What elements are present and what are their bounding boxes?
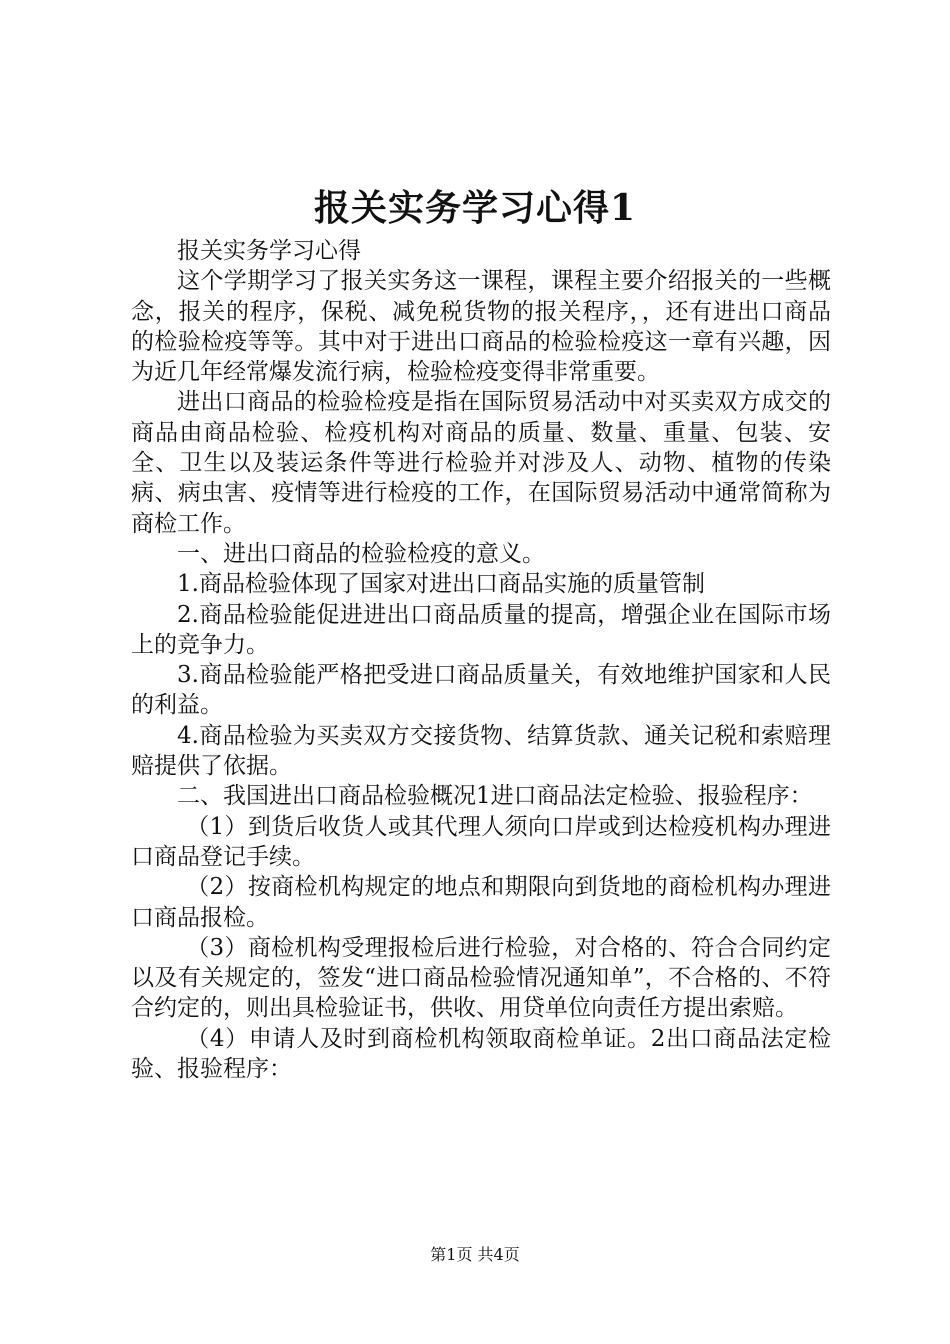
list-item: 4.商品检验为买卖双方交接货物、结算货款、通关记税和索赔理赔提供了依据。 — [131, 722, 831, 780]
list-item: 2.商品检验能促进进出口商品质量的提高，增强企业在国际市场上的竞争力。 — [131, 601, 831, 658]
list-item: 3.商品检验能严格把受进口商品质量关，有效地维护国家和人民的利益。 — [131, 662, 831, 719]
document-body — [131, 236, 831, 1084]
document-title: 报关实务学习心得1 — [313, 187, 637, 229]
section-heading-significance: 一、进出口商品的检验检疫的意义。 — [177, 540, 545, 567]
page-footer: 第1页 共4页 — [430, 1245, 520, 1264]
list-item: （2）按商检机构规定的地点和期限向到货地的商检机构办理进口商品报检。 — [131, 874, 831, 931]
list-item: （1）到货后收货人或其代理人须向口岸或到达检疫机构办理进口商品登记手续。 — [131, 813, 831, 870]
list-item: （3）商检机构受理报检后进行检验，对合格的、符合合同约定以及有关规定的，签发“进口商品检验情况通知单”，不合格的、不符合约定的，则出具检验证书，供收、用贷单位向责任方提出索赔。 — [131, 934, 831, 1022]
list-item: 1.商品检验体现了国家对进出口商品实施的质量管制 — [177, 571, 705, 598]
section-heading-overview: 二、我国进出口商品检验概况1进口商品法定检验、报验程序： — [177, 783, 813, 810]
list-item: （4）申请人及时到商检机构领取商检单证。2出口商品法定检验、报验程序： — [131, 1025, 831, 1083]
paragraph-definition: 进出口商品的检验检疫是指在国际贸易活动中对买卖双方成交的商品由商品检验、检疫机构对商品的质量、数量、重量、包装、安全、卫生以及装运条件等进行检验并对涉及人、动物、植物的传染病、病虫害、疫情等进行检疫的工作，在国际贸易活动中通常简称为商检工作。 — [131, 389, 831, 537]
paragraph-intro: 这个学期学习了报关实务这一课程，课程主要介绍报关的一些概念，报关的程序，保税、减免税货物的报关程序，，还有进出口商品的检验检疫等等。其中对于进出口商品的检验检疫这一章有兴趣，因为近几年经常爆发流行病，检验检疫变得非常重要。 — [131, 268, 831, 386]
paragraph-heading: 报关实务学习心得 — [177, 238, 361, 264]
